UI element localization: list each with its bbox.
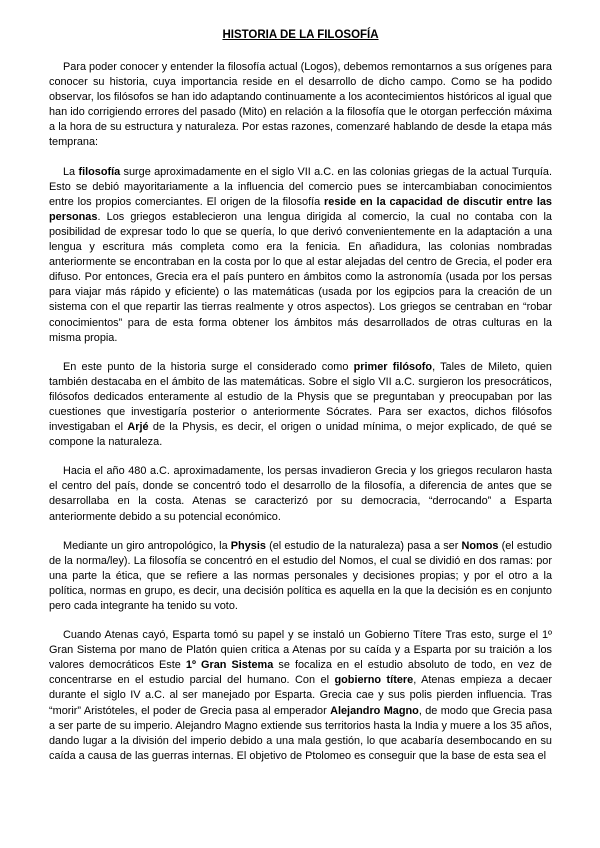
text-span: La: [63, 165, 79, 178]
bold-term: gobierno títere: [334, 674, 414, 687]
bold-term: Alejandro Magno: [330, 704, 419, 717]
paragraph-origins: [49, 165, 552, 346]
text-span: , Tales de Mileto, quien también destacaba en el ámbito de las matemáticas. Sobre el siglo VII a.C. surgieron los presocráticos, filósofos dedicados enteramente al estudio de la Physis que se preguntaban y preocupaban por las cuestiones que investigaría posterior o anteriormente Sócrates. Para ser exactos, dichos filósofos investigaban el: [49, 360, 552, 434]
text-span: Cuando Atenas cayó, Esparta tomó su papel y se instaló un Gobierno Títere Tras esto, surge el 1º Gran Sistema por mano de Platón quien critica a Atenas por su caída y a Esparta por su traición a los valores democráticos Este: [49, 629, 552, 672]
paragraph-intro: Para poder conocer y entender la filosofía actual (Logos), debemos remontarnos a sus orígenes para conocer su historia, cuya importancia reside en el desarrollo de dicho campo. Como se ha podido observar, los filósofos se han ido adaptando continuamente a los acontecimientos históricos al igual que han ido corrigiendo errores del pasado (Mito) en relación a la filosofía que le otorgan perfección máxima a la hora de su estructura y naturaleza. Por estas razones, comenzaré hablando de desde la etapa más temprana:: [49, 61, 552, 149]
text-span: . Los griegos establecieron una lengua dirigida al comercio, la cual no contaba con la posibilidad de expresar todo lo que se quería, lo que derivó convenientemente en la adaptación a una lengua y escritura más completa como era la fenicia. En añadidura, las colonias nombradas anteriormente se encontraban en la costa por lo que al estar alejadas del centro de Grecia, el poder era difuso. Por entonces, Grecia era el país puntero en ámbitos como la astronomía (usada por los persas para viajar más rápido y eficiente) o las matemáticas (usada por los egipcios para la creación de un sistema con el que repartir las tierras realmente y otros aspectos). Los griegos se centraban en “robar conocimientos” para de esta forma obtener los ámbitos más desarrollados de otras culturas en la misma propia.: [49, 210, 552, 344]
bold-term: reside en la capacidad de discutir entre las personas: [49, 195, 552, 223]
text-span: Mediante un giro antropológico, la: [63, 539, 231, 552]
bold-term: Physis: [230, 539, 266, 552]
paragraph-fall-of-athens: [49, 628, 552, 764]
text-span: de la Physis, es decir, el origen o unidad mínima, o mejor explicado, de qué se compone la naturaleza.: [49, 421, 552, 449]
text-span: En este punto de la historia surge el considerado como: [63, 360, 354, 373]
text-span: , de modo que Grecia pasa a ser parte de su imperio. Alejandro Magno extiende sus territorios hasta la India y muere a los 35 años, dando lugar a la división del imperio debido a una mala gestión, lo que acabaría desembocando en su caída a causa de las guerras internas. El objetivo de Ptolomeo es conseguir que la base de esta sea el: [49, 704, 552, 762]
paragraph-anthropological-turn: [49, 539, 552, 614]
paragraph-first-philosopher: [49, 360, 552, 451]
paragraph-persian-invasion: Hacia el año 480 a.C. aproximadamente, los persas invadieron Grecia y los griegos recularon hasta el centro del país, donde se concentró todo el desarrollo de la filosofía, a diferencia de antes que se desarrollaba en la costa. Atenas se caracterizó por su democracia, “derrocando” a Esparta anteriormente debido a su potencial económico.: [49, 465, 552, 523]
bold-term: filosofía: [78, 165, 121, 178]
text-span: (el estudio de la norma/ley). La filosofía se concentró en el estudio del Nomos, el cual se dividió en dos ramas: por una parte la ética, que se refiere a las normas personales y decisiones propias; y por el otro a la política, normas en grupo, es decir, una decisión política es aquella en la que la decisión es en conjunto pero cada integrante ha tenido su voto.: [49, 539, 552, 612]
bold-term: primer filósofo: [353, 360, 433, 373]
bold-term: Nomos: [461, 539, 499, 552]
page-title: HISTORIA DE LA FILOSOFÍA: [222, 29, 379, 41]
text-span: surge aproximadamente en el siglo VII a.C. en las colonias griegas de la actual Turquía. Esto se debió mayoritariamente a la influencia del comercio pues se intercambiaban conocimientos entre los propios comerciantes. El origen de la filosofía: [49, 165, 552, 208]
bold-term: Arjé: [127, 421, 149, 434]
text-span: se focaliza en el estudio absoluto de todo, en vez de concentrarse en el estudio parcial del humano. Con el: [49, 659, 552, 687]
text-span: (el estudio de la naturaleza) pasa a ser: [265, 539, 462, 552]
text-span: , Atenas empieza a decaer durante el siglo IV a.C. al ser manejado por Esparta. Grecia cae y sus polis pierden influencia. Tras “morir” Aristóteles, el poder de Grecia pasa al emperador: [49, 674, 552, 717]
bold-term: 1º Gran Sistema: [185, 659, 274, 672]
